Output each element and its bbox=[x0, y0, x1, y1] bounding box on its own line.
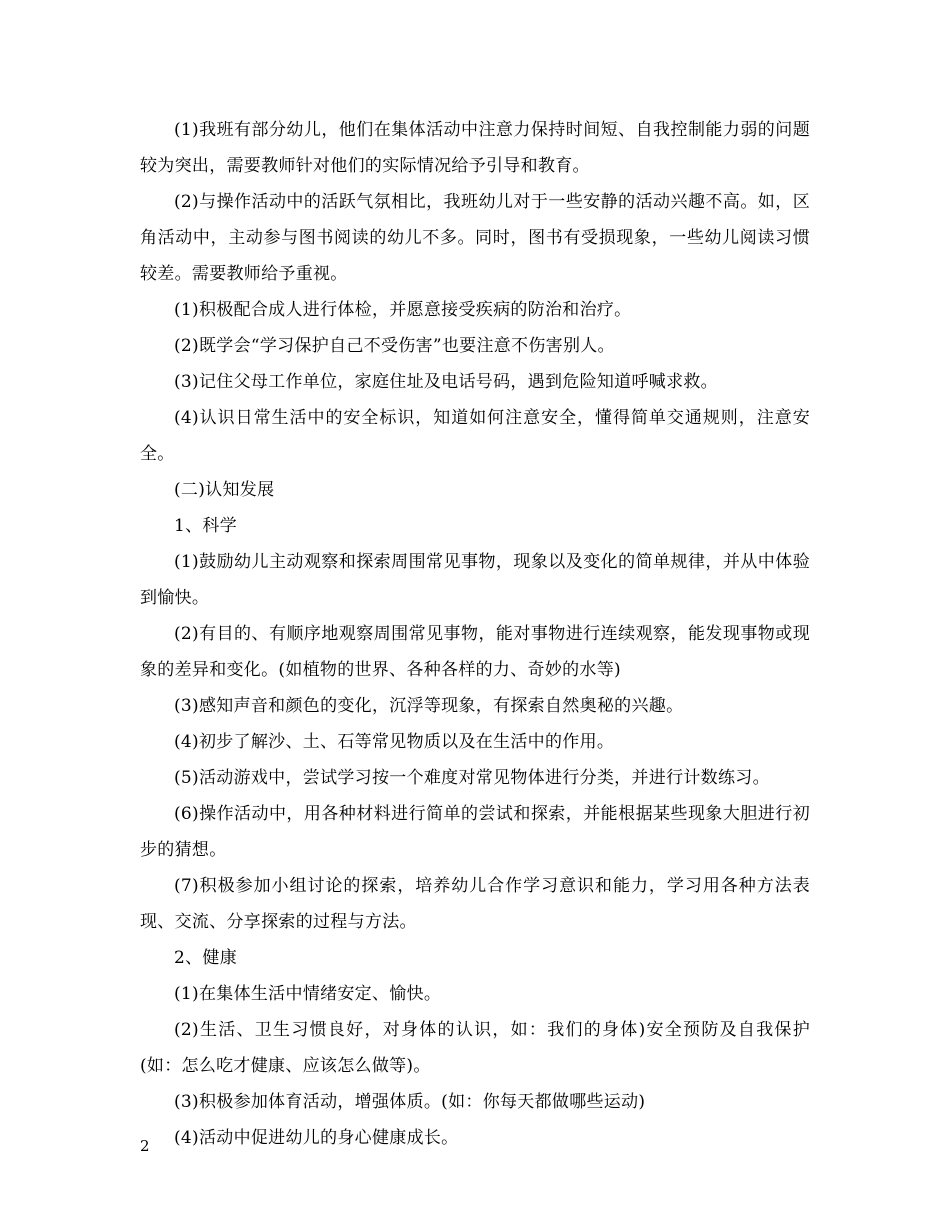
paragraph: (3)积极参加体育活动，增强体质。(如：你每天都做哪些运动) bbox=[174, 1092, 646, 1112]
paragraph: (3)记住父母工作单位，家庭住址及电话号码，遇到危险知道呼喊求救。 bbox=[174, 372, 718, 392]
paragraph: (4)认识日常生活中的安全标识，知道如何注意安全，懂得简单交通规则，注意安全。 bbox=[140, 408, 810, 464]
paragraph: (3)感知声音和颜色的变化，沉浮等现象，有探索自然奥秘的兴趣。 bbox=[174, 696, 684, 716]
paragraph: (4)初步了解沙、土、石等常见物质以及在生活中的作用。 bbox=[174, 732, 615, 752]
subsection-heading: 1、科学 bbox=[174, 516, 238, 536]
paragraph: (1)积极配合成人进行体检，并愿意接受疾病的防治和治疗。 bbox=[174, 300, 632, 320]
paragraph: (6)操作活动中，用各种材料进行简单的尝试和探索，并能根据某些现象大胆进行初步的猜想。 bbox=[140, 804, 810, 860]
paragraph: (5)活动游戏中，尝试学习按一个难度对常见物体进行分类，并进行计数练习。 bbox=[174, 768, 770, 788]
paragraph: (7)积极参加小组讨论的探索，培养幼儿合作学习意识和能力，学习用各种方法表现、交流、分享探索的过程与方法。 bbox=[140, 876, 810, 932]
paragraph: (2)既学会“学习保护自己不受伤害”也要注意不伤害别人。 bbox=[174, 336, 615, 356]
section-heading: (二)认知发展 bbox=[174, 480, 275, 500]
paragraph: (1)鼓励幼儿主动观察和探索周围常见事物，现象以及变化的简单规律，并从中体验到愉快。 bbox=[140, 552, 810, 608]
paragraph: (4)活动中促进幼儿的身心健康成长。 bbox=[174, 1128, 459, 1148]
paragraph: (1)在集体生活中情绪安定、愉快。 bbox=[174, 984, 442, 1004]
paragraph: (2)有目的、有顺序地观察周围常见事物，能对事物进行连续观察，能发现事物或现象的差异和变化。(如植物的世界、各种各样的力、奇妙的水等) bbox=[140, 624, 810, 680]
paragraph: (2)生活、卫生习惯良好，对身体的认识，如：我们的身体)安全预防及自我保护(如：怎么吃才健康、应该怎么做等)。 bbox=[140, 1020, 810, 1076]
page-number: 2 bbox=[140, 1137, 150, 1155]
paragraph: (1)我班有部分幼儿，他们在集体活动中注意力保持时间短、自我控制能力弱的问题较为突出，需要教师针对他们的实际情况给予引导和教育。 bbox=[140, 120, 810, 176]
paragraph: (2)与操作活动中的活跃气氛相比，我班幼儿对于一些安静的活动兴趣不高。如，区角活动中，主动参与图书阅读的幼儿不多。同时，图书有受损现象，一些幼儿阅读习惯较差。需要教师给予重视。 bbox=[140, 192, 810, 284]
document-body bbox=[140, 112, 810, 1156]
subsection-heading: 2、健康 bbox=[174, 948, 238, 968]
